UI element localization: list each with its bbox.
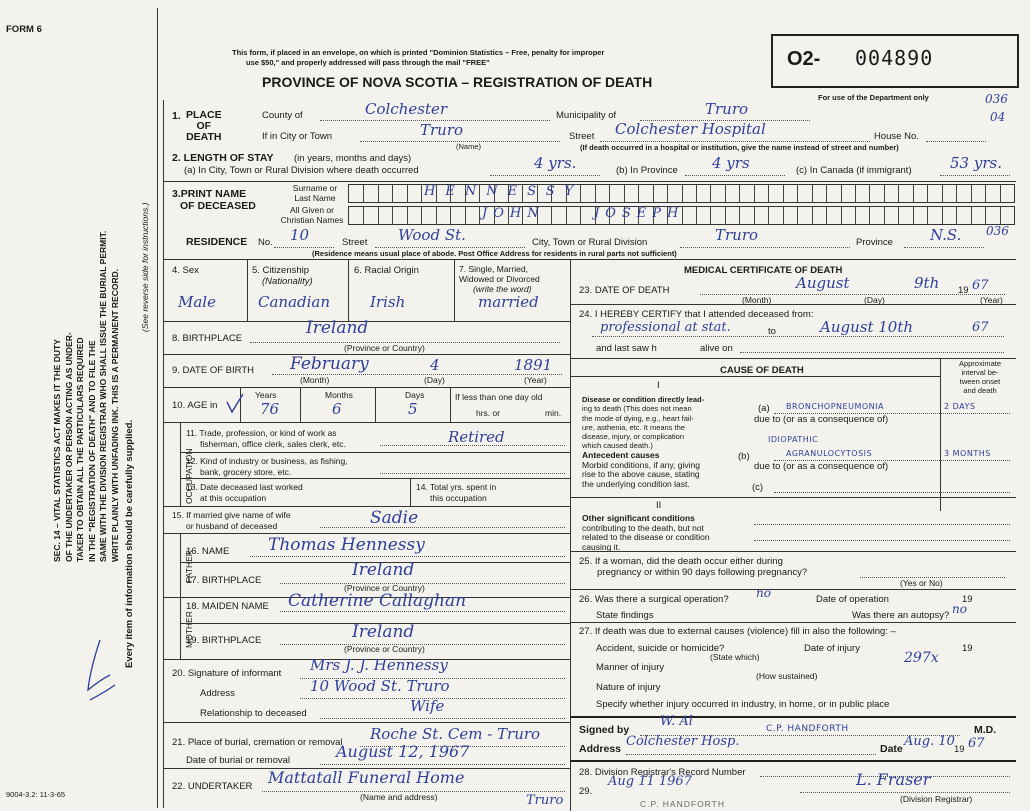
racial-value: Irish <box>370 293 406 311</box>
registration-number: 004890 <box>855 46 934 70</box>
name-char-box <box>913 185 914 202</box>
certify-from: professional at stat. <box>600 320 731 335</box>
residence-label: RESIDENCE <box>186 236 248 248</box>
disease-label: Disease or condition directly lead- ing to death (This does not mean the mode of dying, e.g., heart fail- ure, asthenia, etc. It means the disease, injury, or complication which caused death.) <box>582 395 705 451</box>
surgical-value: no <box>756 586 771 600</box>
stay-b-label: (b) In Province <box>616 165 678 176</box>
name-char-box <box>421 207 422 224</box>
name-char-box <box>696 185 697 202</box>
informant-address: 10 Wood St. Truro <box>310 677 450 695</box>
registrar-number-label: 28. Division Registrar's Record Number <box>579 767 746 778</box>
residence-province-label: Province <box>856 237 893 248</box>
name-char-box <box>710 185 711 202</box>
accident-label: Accident, suicide or homicide? <box>596 643 725 654</box>
less-than-day: If less than one day old <box>455 392 543 402</box>
name-char-box <box>884 207 885 224</box>
signed-name: C.P. HANDFORTH <box>766 724 849 734</box>
name-char-box <box>653 185 654 202</box>
form-title: PROVINCE OF NOVA SCOTIA – REGISTRATION OF DEATH <box>262 74 653 90</box>
mother-maiden: Catherine Callaghan <box>288 591 467 611</box>
name-char-box <box>841 207 842 224</box>
name-char-box <box>725 207 726 224</box>
death-month-caption: (Month) <box>742 295 772 305</box>
name-char-box <box>942 207 943 224</box>
name-char-box <box>638 185 639 202</box>
signed-date-label: Date <box>880 743 903 755</box>
death-day-caption: (Day) <box>864 295 885 305</box>
name-char-box <box>927 207 928 224</box>
md-label: M.D. <box>974 724 997 736</box>
signed-signature: W. Al <box>660 714 693 729</box>
name-char-box <box>985 185 986 202</box>
name-char-box <box>783 185 784 202</box>
age-days-caption: Days <box>405 390 425 400</box>
cause-c-label: (c) <box>752 482 764 493</box>
name-char-box <box>869 207 870 224</box>
name-char-box <box>378 207 379 224</box>
cause-header: CAUSE OF DEATH <box>720 365 804 376</box>
stay-sublabel: (in years, months and days) <box>294 153 412 164</box>
interval-header: Approximate interval be- tween onset and death <box>958 359 1002 395</box>
burial-date-label: Date of burial or removal <box>186 755 291 766</box>
form-number: FORM 6 <box>6 24 42 35</box>
dob-label: 9. DATE OF BIRTH <box>172 365 254 376</box>
name-char-box <box>812 207 813 224</box>
name-char-box <box>739 207 740 224</box>
roman-one: I <box>657 380 660 391</box>
age-years-caption: Years <box>255 390 277 400</box>
name-char-box <box>363 185 364 202</box>
undertaker-label: 22. UNDERTAKER <box>172 781 253 792</box>
signed-label: Signed by <box>579 724 630 736</box>
name-char-box <box>927 185 928 202</box>
operation-year-prefix: 19 <box>962 594 973 605</box>
side-carefully-supplied: Every item of information should be carefully supplied. <box>124 419 135 668</box>
undertaker-address: Truro <box>526 793 564 808</box>
dob-year: 1891 <box>514 356 553 374</box>
racial-label: 6. Racial Origin <box>354 265 419 276</box>
name-char-box <box>956 185 957 202</box>
envelope-note-2: use $50," and properly addressed will pass through the mail "FREE" <box>246 58 490 67</box>
spouse-label: 15. If married give name of wife or husband of deceased <box>172 510 291 531</box>
specify-label: Specify whether injury occurred in industry, in home, or in public place <box>596 699 890 710</box>
sex-label: 4. Sex <box>172 265 199 276</box>
signed-year-prefix: 19 <box>954 744 965 755</box>
hospital-note: (If death occurred in a hospital or institution, give the name instead of street and number) <box>580 143 899 152</box>
autopsy-label: Was there an autopsy? <box>852 610 950 621</box>
surname-value: HENNESSY <box>424 184 584 199</box>
residence-street: Wood St. <box>398 226 466 244</box>
date-29-value: Aug 11 1967 <box>608 774 692 789</box>
death-year-prefix: 19 <box>958 285 969 296</box>
name-char-box <box>450 207 451 224</box>
name-char-box <box>566 207 567 224</box>
mother-birthplace: Ireland <box>352 622 415 642</box>
woman-label: 25. If a woman, did the death occur either during pregnancy or within 90 days following pregnancy? <box>579 556 808 578</box>
name-char-box <box>898 185 899 202</box>
date-of-death-label: 23. DATE OF DEATH <box>579 285 670 296</box>
left-margin-rule <box>157 8 158 808</box>
father-birthplace-label: 17. BIRTHPLACE <box>186 575 262 586</box>
injury-year-prefix: 19 <box>962 643 973 654</box>
date-29-label: 29. <box>579 786 593 797</box>
undertaker-name: Mattatall Funeral Home <box>268 768 465 787</box>
certify-to-label: to <box>768 326 776 337</box>
name-char-box <box>710 207 711 224</box>
birthplace-value: Ireland <box>306 318 369 338</box>
registrar-signature: L. Fraser <box>856 770 931 789</box>
residence-note: (Residence means usual place of abode. Post Office Address for residents in rural parts not sufficient) <box>312 249 677 258</box>
cause-b-value: AGRANULOCYTOSIS <box>786 449 873 458</box>
code-297: 297x <box>904 650 939 666</box>
father-name-label: 16. NAME <box>186 546 230 557</box>
roman-two: II <box>656 500 662 511</box>
residence-city: Truro <box>715 226 759 244</box>
name-char-box <box>667 185 668 202</box>
name-char-box <box>971 185 972 202</box>
street-label: Street <box>569 131 595 142</box>
name-char-box <box>624 185 625 202</box>
manner-label: Manner of injury <box>596 662 665 673</box>
name-char-box <box>595 185 596 202</box>
informant-signature: Mrs J. J. Hennessy <box>310 656 448 674</box>
name-char-box <box>754 207 755 224</box>
mother-maiden-label: 18. MAIDEN NAME <box>186 601 269 612</box>
age-years: 76 <box>260 400 280 418</box>
mother-birthplace-label: 19. BIRTHPLACE <box>186 635 262 646</box>
undertaker-caption: (Name and address) <box>360 792 438 802</box>
name-caption: (Name) <box>456 142 482 151</box>
surgical-label: 26. Was there a surgical operation? <box>579 594 729 605</box>
burial-place-label: 21. Place of burial, cremation or removal <box>172 737 343 748</box>
name-char-box <box>696 207 697 224</box>
stay-c-label: (c) In Canada (if immigrant) <box>796 165 912 176</box>
stay-label: 2. LENGTH OF STAY <box>172 152 274 164</box>
age-label: 10. AGE in <box>172 400 218 411</box>
residence-code: 036 <box>986 224 1009 238</box>
citizenship-label: 5. Citizenship (Nationality) <box>252 265 313 287</box>
name-char-box <box>465 207 466 224</box>
state-which-caption: (State which) <box>710 652 760 662</box>
due-to-a: due to (or as a consequence of) <box>754 414 889 425</box>
cause-b-prefix: IDIOPATHIC <box>768 435 819 444</box>
municipality-label: Municipality of <box>556 110 617 121</box>
name-char-box <box>682 185 683 202</box>
name-char-box <box>797 185 798 202</box>
name-char-box <box>855 185 856 202</box>
signed-year: 67 <box>968 736 985 751</box>
name-char-box <box>392 207 393 224</box>
given-label: All Given or Christian Names <box>280 205 344 225</box>
medical-header: MEDICAL CERTIFICATE OF DEATH <box>684 265 843 276</box>
municipality-value: Truro <box>705 100 749 118</box>
antecedent-label: Antecedent causes Morbid conditions, if any, giving rise to the above cause, stating the underlying condition last. <box>582 450 700 489</box>
death-month: August <box>796 274 850 292</box>
given-name-2: JOSEPH <box>594 206 685 221</box>
address-label: Address <box>579 743 622 755</box>
burial-date: August 12, 1967 <box>336 742 470 761</box>
name-char-box <box>956 207 957 224</box>
name-char-box <box>826 185 827 202</box>
name-char-box <box>797 207 798 224</box>
dept-code-1: 036 <box>985 92 1008 106</box>
dob-day: 4 <box>430 356 440 374</box>
informant-label: 20. Signature of informant <box>172 668 282 679</box>
mother-side-label: MOTHER <box>184 611 194 648</box>
name-char-box <box>826 207 827 224</box>
age-checkmark <box>225 392 245 416</box>
surname-label: Surname or Last Name <box>292 183 338 203</box>
print-name-label: 3.PRINT NAME OF DECEASED <box>172 188 256 212</box>
birthplace-label: 8. BIRTHPLACE <box>172 333 243 344</box>
birthplace-caption: (Province or Country) <box>344 343 425 353</box>
industry-label: 12. Kind of industry or business, as fishing, bank, grocery store, etc. <box>186 456 348 477</box>
house-label: House No. <box>874 131 919 142</box>
name-char-box <box>392 185 393 202</box>
trade-value: Retired <box>448 428 505 446</box>
name-char-box <box>421 185 422 202</box>
dob-month-caption: (Month) <box>300 375 330 385</box>
name-char-box <box>436 207 437 224</box>
last-saw-label: and last saw h <box>596 343 657 354</box>
margin-scribble <box>60 630 130 720</box>
father-side-label: FATHER <box>184 550 194 583</box>
dob-month: February <box>290 354 369 374</box>
mother-caption: (Province or Country) <box>344 644 425 654</box>
side-instructions: SEC. 14 – VITAL STATISTICS ACT MAKES IT THE DUTY OF THE UNDERTAKER OR PERSON ACTING AS UNDER- TAKER TO OBTAIN ALL THE PARTICULARS REQUIRED IN THE "REGISTRATION OF DEATH" AND TO FILE THE SAME WITH THE DIVISION REGISTRAR WHO SHALL ISSUE THE BURIAL PERMIT. WRITE PLAINLY WITH UNFADING INK. THIS IS A PERMANENT RECORD. <box>52 230 120 562</box>
name-char-box <box>985 207 986 224</box>
dob-day-caption: (Day) <box>424 375 445 385</box>
cause-a-value: BRONCHOPNEUMONIA <box>786 402 884 411</box>
sex-value: Male <box>178 293 216 311</box>
cause-b-label: (b) <box>738 451 750 462</box>
name-char-box <box>609 185 610 202</box>
father-birthplace: Ireland <box>352 560 415 580</box>
county-label: County of <box>262 110 303 121</box>
footer-code: 9004-3.2: 11-3-65 <box>6 790 66 799</box>
due-to-b: due to (or as a consequence of) <box>754 461 889 472</box>
last-worked-label: 13. Date deceased last worked at this occupation <box>186 482 303 503</box>
signed-address: Colchester Hosp. <box>626 734 740 749</box>
name-char-box <box>884 185 885 202</box>
marital-label: 7. Single, Married, Widowed or Divorced (write the word) <box>459 264 540 294</box>
date-operation-label: Date of operation <box>816 594 889 605</box>
interval-a: 2 DAYS <box>944 402 976 411</box>
name-char-box <box>971 207 972 224</box>
relationship-value: Wife <box>410 697 445 715</box>
father-caption: (Province or Country) <box>344 583 425 593</box>
marital-value: married <box>478 293 539 311</box>
city-label: If in City or Town <box>262 131 333 142</box>
yes-no-caption: (Yes or No) <box>900 578 943 588</box>
age-months-caption: Months <box>325 390 353 400</box>
name-char-box <box>378 185 379 202</box>
name-char-box <box>551 207 552 224</box>
other-conditions-label: Other significant conditions contributing to the death, but not related to the disease or condition causing it. <box>582 513 710 552</box>
death-day: 9th <box>914 274 940 292</box>
signed-date: Aug. 10 <box>904 734 955 749</box>
relationship-label: Relationship to deceased <box>200 708 307 719</box>
spouse-value: Sadie <box>370 508 419 528</box>
certify-to: August 10th <box>820 318 914 336</box>
external-label: 27. If death was due to external causes (violence) fill in also the following: – <box>579 626 896 637</box>
residence-province: N.S. <box>930 226 962 244</box>
name-char-box <box>725 185 726 202</box>
name-char-box <box>407 207 408 224</box>
registrar-caption: (Division Registrar) <box>900 794 973 804</box>
name-char-box <box>580 207 581 224</box>
name-char-box <box>869 185 870 202</box>
dob-year-caption: (Year) <box>524 375 547 385</box>
name-char-box <box>768 207 769 224</box>
death-year-caption: (Year) <box>980 295 1003 305</box>
autopsy-value: no <box>952 602 967 616</box>
county-value: Colchester <box>365 100 448 118</box>
burial-place: Roche St. Cem - Truro <box>370 725 541 743</box>
name-char-box <box>407 185 408 202</box>
age-months: 6 <box>332 400 342 418</box>
name-char-box <box>739 185 740 202</box>
envelope-note-1: This form, if placed in an envelope, on which is printed "Dominion Statistics – Free, penalty for improper <box>232 48 605 57</box>
nature-label: Nature of injury <box>596 682 661 693</box>
min-label: min. <box>545 408 562 418</box>
date-of-injury-label: Date of injury <box>804 643 860 654</box>
stay-a-label: (a) In City, Town or Rural Division where death occurred <box>184 165 419 176</box>
registration-number-box <box>771 34 1019 88</box>
side-see-reverse: (See reverse side for instructions.) <box>140 202 150 332</box>
residence-street-label: Street <box>342 237 368 248</box>
name-char-box <box>783 207 784 224</box>
cause-a-label: (a) <box>758 403 770 414</box>
place-label: PLACE OF DEATH <box>186 109 222 143</box>
informant-address-label: Address <box>200 688 235 699</box>
residence-city-label: City, Town or Rural Division <box>532 237 648 248</box>
registration-prefix: O2- <box>787 48 821 70</box>
certify-label: 24. I HEREBY CERTIFY that I attended deceased from: <box>579 309 814 320</box>
stay-b-value: 4 yrs <box>712 154 750 172</box>
residence-no: 10 <box>290 226 310 244</box>
name-char-box <box>754 185 755 202</box>
how-sustained-caption: (How sustained) <box>756 671 818 681</box>
name-char-box <box>1000 185 1001 202</box>
residence-no-label: No. <box>258 237 273 248</box>
citizenship-value: Canadian <box>258 293 331 311</box>
age-days: 5 <box>408 400 418 418</box>
name-char-box <box>812 185 813 202</box>
handforth-stamp: C.P. HANDFORTH <box>640 799 726 809</box>
dept-use-label: For use of the Department only <box>818 93 929 102</box>
city-value: Truro <box>420 121 464 139</box>
stay-c-value: 53 yrs. <box>950 154 1002 172</box>
name-char-box <box>1000 207 1001 224</box>
occupation-side-label: OCCUPATION <box>184 448 194 504</box>
death-year: 67 <box>972 278 989 293</box>
left-margin-rule-inner <box>163 100 164 808</box>
street-value: Colchester Hospital <box>615 120 766 138</box>
total-years-label: 14. Total yrs. spent in this occupation <box>416 482 497 503</box>
name-char-box <box>898 207 899 224</box>
interval-b: 3 MONTHS <box>944 449 991 458</box>
state-findings-label: State findings <box>596 610 654 621</box>
name-char-box <box>363 207 364 224</box>
name-char-box <box>768 185 769 202</box>
name-char-box <box>841 185 842 202</box>
hrs-or: hrs. or <box>476 408 501 418</box>
place-number: 1. <box>172 110 181 122</box>
father-name: Thomas Hennessy <box>268 535 425 555</box>
certify-year: 67 <box>972 320 989 335</box>
name-char-box <box>855 207 856 224</box>
given-name-1: JOHN <box>482 206 545 221</box>
name-char-box <box>479 207 480 224</box>
name-char-box <box>942 185 943 202</box>
stay-a-value: 4 yrs. <box>534 154 577 172</box>
trade-label: 11. Trade, profession, or kind of work as fisherman, office clerk, sales clerk, etc. <box>186 428 346 449</box>
dept-code-2: 04 <box>990 110 1006 124</box>
alive-on-label: alive on <box>700 343 733 354</box>
name-char-box <box>913 207 914 224</box>
